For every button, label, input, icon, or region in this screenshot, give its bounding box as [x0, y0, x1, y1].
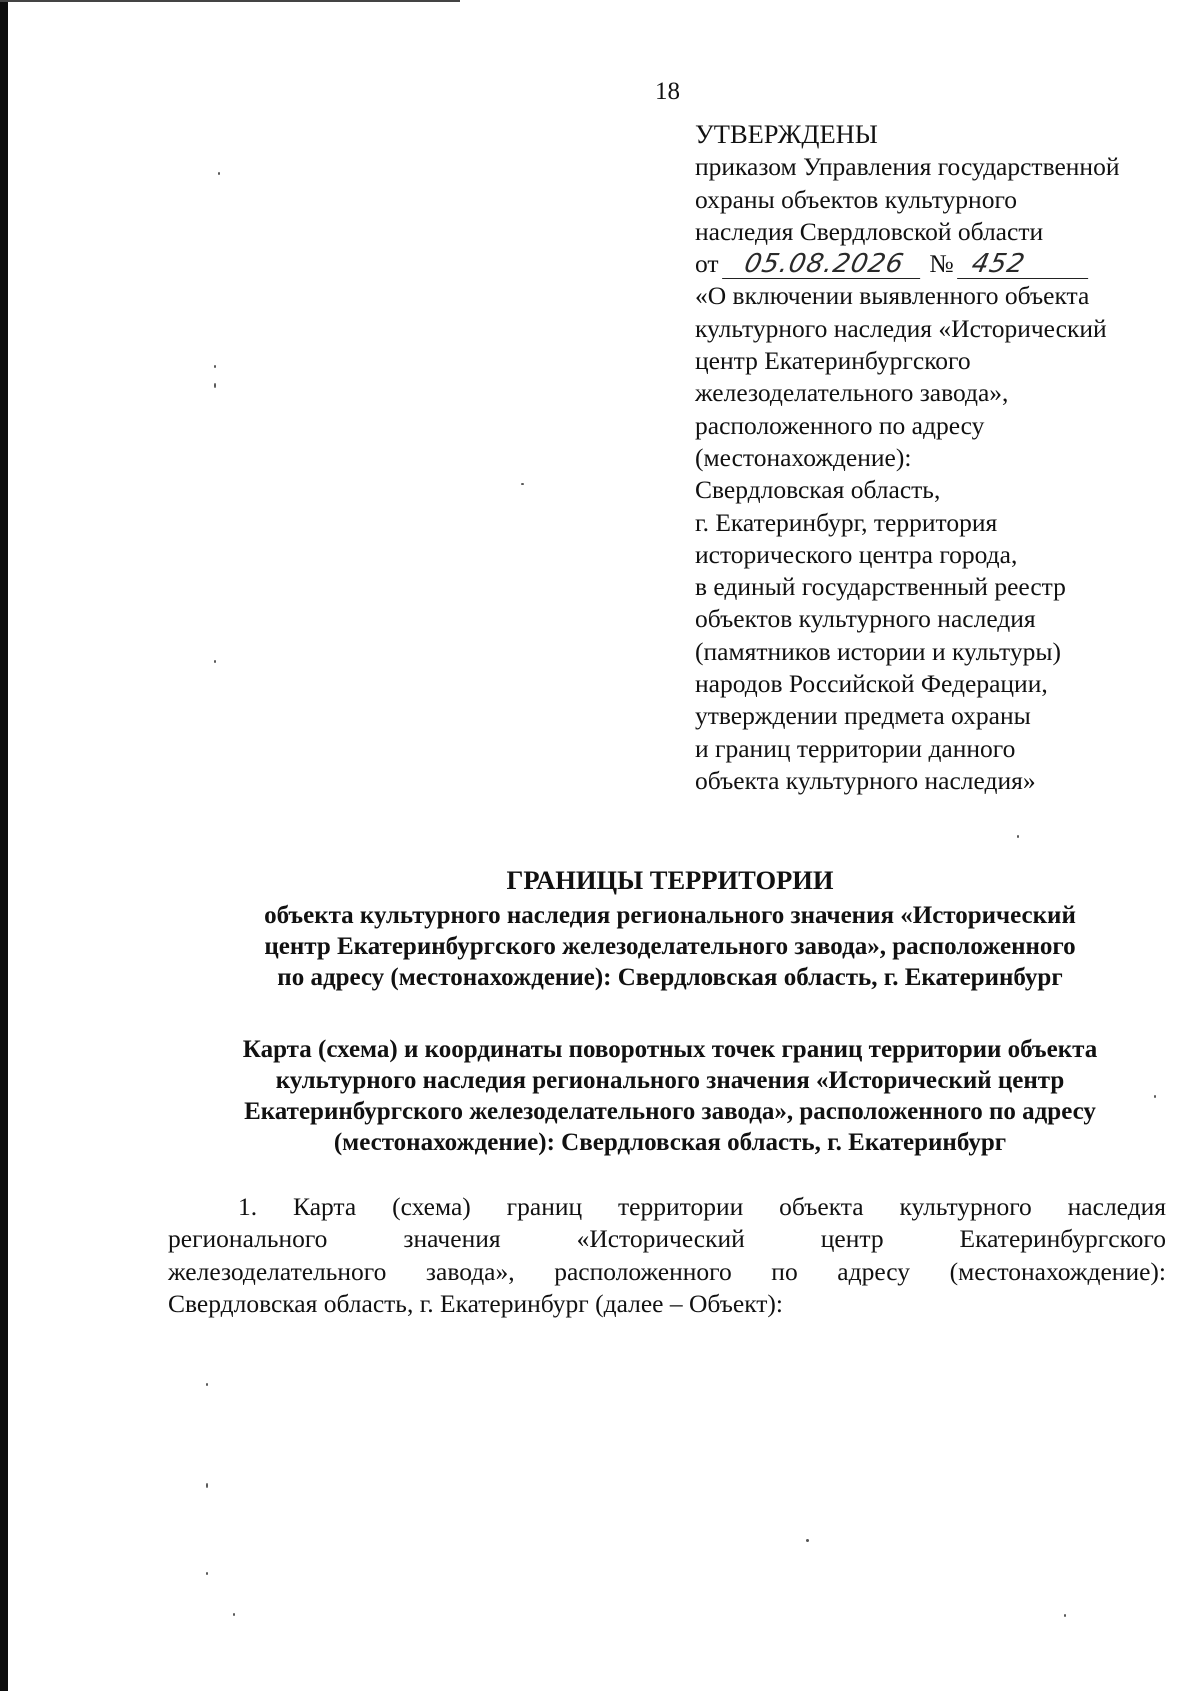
order-title-line: расположенного по адресу: [695, 410, 985, 440]
scan-edge-top: [0, 0, 460, 2]
paragraph-line: регионального значения «Исторический центр Екатеринбургского: [168, 1224, 1166, 1254]
map-heading-line: культурного наследия регионального значения «Исторический центр: [275, 1067, 1065, 1094]
order-title-line: (местонахождение):: [695, 442, 912, 472]
scan-speck: [1154, 1095, 1156, 1098]
number-prefix: №: [929, 249, 954, 279]
scan-speck: [206, 1383, 208, 1386]
order-title-line: утверждении предмета охраны: [695, 701, 1031, 731]
handwritten-number: 452: [957, 251, 1094, 279]
scan-speck: [1064, 1614, 1066, 1617]
order-title-line: (памятников истории и культуры): [695, 636, 1061, 666]
map-section-heading: [130, 1034, 1200, 1158]
map-heading-line: (местонахождение): Свердловская область, г. Екатеринбург: [333, 1129, 1007, 1156]
scan-speck: [214, 365, 216, 368]
page-number: 18: [655, 78, 680, 105]
approval-line: приказом Управления государственной: [695, 152, 1120, 182]
paragraph-line: Свердловская область, г. Екатеринбург (далее – Объект):: [168, 1288, 784, 1318]
order-title-line: культурного наследия «Исторический: [695, 313, 1107, 343]
order-title-line: объекта культурного наследия»: [695, 765, 1036, 795]
order-title-line: железоделательного завода»,: [695, 378, 1009, 408]
map-heading-line: Карта (схема) и координаты поворотных точек границ территории объекта: [242, 1036, 1098, 1063]
map-heading-line: Екатеринбургского железоделательного завода», расположенного по адресу: [244, 1098, 1096, 1125]
order-date-number-row: [695, 248, 1185, 280]
subtitle-line: центр Екатеринбургского железоделательного завода», расположенного: [264, 933, 1076, 960]
date-prefix: от: [695, 249, 719, 279]
scan-speck: [521, 483, 524, 485]
order-title-line: исторического центра города,: [695, 539, 1018, 569]
subtitle-line: по адресу (местонахождение): Свердловская область, г. Екатеринбург: [277, 964, 1063, 991]
scan-edge: [0, 0, 8, 1691]
order-title-line: объектов культурного наследия: [695, 604, 1036, 634]
scan-speck: [233, 1613, 235, 1616]
approved-label: УТВЕРЖДЕНЫ: [695, 119, 878, 149]
order-title-line: центр Екатеринбургского: [695, 346, 971, 376]
scan-speck: [806, 1539, 809, 1542]
scan-speck: [1017, 835, 1019, 838]
paragraph-line: 1. Карта (схема) границ территории объекта культурного наследия: [238, 1192, 1166, 1221]
approval-block: [695, 118, 1185, 797]
approval-line: наследия Свердловской области: [695, 216, 1044, 246]
scan-speck: [206, 1572, 208, 1575]
scan-speck: [206, 1483, 208, 1488]
scan-speck: [218, 172, 220, 175]
order-title-line: Свердловская область,: [695, 475, 941, 505]
order-title-line: «О включении выявленного объекта: [695, 281, 1090, 311]
scan-speck: [214, 660, 216, 663]
approval-line: охраны объектов культурного: [695, 184, 1018, 214]
document-subtitle: [130, 900, 1200, 993]
order-title-line: народов Российской Федерации,: [695, 669, 1048, 699]
paragraph-line: железоделательного завода», расположенного по адресу (местонахождение):: [168, 1256, 1166, 1286]
scan-speck: [214, 383, 216, 388]
subtitle-line: объекта культурного наследия регионального значения «Исторический: [264, 902, 1076, 929]
handwritten-date: 05.08.2026: [722, 251, 926, 279]
order-title-line: в единый государственный реестр: [695, 572, 1066, 602]
order-title-line: и границ территории данного: [695, 733, 1016, 763]
order-title-line: г. Екатеринбург, территория: [695, 507, 998, 537]
body-paragraph: [168, 1191, 1166, 1320]
document-title: ГРАНИЦЫ ТЕРРИТОРИИ: [506, 865, 834, 895]
